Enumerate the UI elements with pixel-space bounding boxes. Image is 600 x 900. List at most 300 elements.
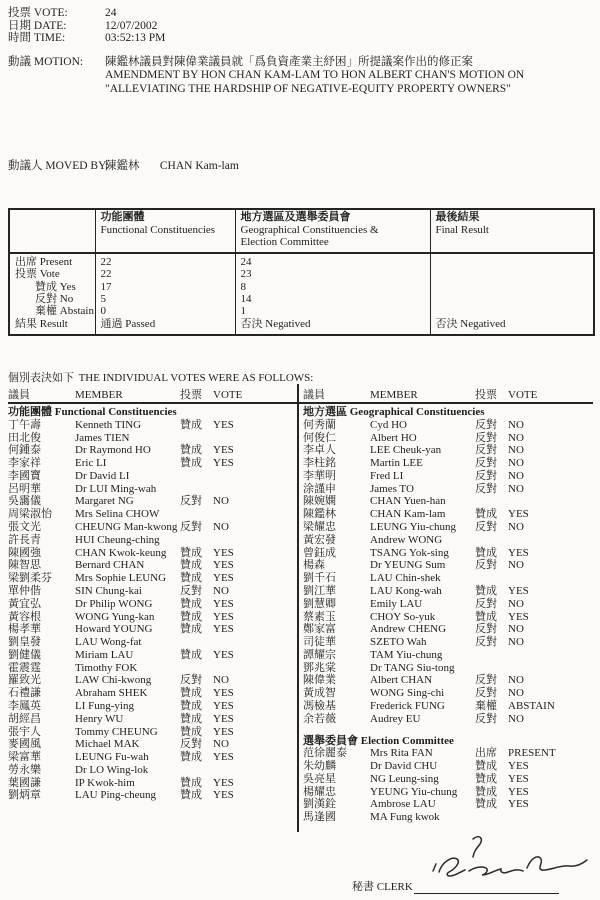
member-name-en: Margaret NG: [75, 495, 134, 508]
member-vote-cn: 贊成: [475, 772, 497, 785]
member-vote-en: YES: [508, 546, 529, 559]
member-row: [8, 636, 294, 649]
member-vote-cn: 贊成: [475, 760, 497, 773]
member-name-cn: 勞永樂: [8, 763, 41, 776]
member-row: [8, 764, 294, 777]
member-name-en: Frederick FUNG: [370, 699, 445, 712]
member-name-cn: 周梁淑怡: [8, 508, 52, 521]
column-divider: [297, 384, 299, 832]
member-vote-cn: 贊成: [180, 457, 202, 470]
member-row: [303, 432, 597, 445]
member-vote-cn: [475, 572, 508, 585]
summary-final-value: [430, 281, 594, 293]
member-name-cn: 劉炳章: [8, 789, 41, 802]
member-row: [303, 483, 597, 496]
member-vote-cn: 贊成: [180, 623, 202, 636]
moved-by-label: 動議人 MOVED BY:: [8, 160, 109, 172]
member-name-cn: 羅致光: [8, 674, 41, 687]
member-vote-cn: 贊成: [180, 648, 202, 661]
member-name-en: Howard YOUNG: [75, 623, 153, 636]
member-name-en: Ambrose LAU: [370, 798, 436, 811]
motion-label: 動議 MOTION:: [8, 56, 84, 68]
member-vote-cn: 贊成: [180, 418, 202, 431]
member-row: [303, 444, 597, 457]
member-name-cn: 呂明華: [8, 482, 41, 495]
member-name-en: Audrey EU: [370, 712, 421, 725]
member-vote-cn: 反對: [475, 712, 497, 725]
member-name-en: SIN Chung-kai: [75, 584, 142, 597]
member-vote-en: YES: [213, 559, 234, 572]
member-row: [8, 687, 294, 700]
member-name-en: TSANG Yok-sing: [370, 546, 449, 559]
member-name-en: Dr LUI Ming-wah: [75, 482, 157, 495]
member-name-cn: 陳鑑林: [303, 508, 336, 521]
member-vote-cn: 贊成: [180, 546, 202, 559]
summary-final-value: [430, 293, 594, 305]
member-vote-en: [213, 764, 294, 777]
member-name-cn: 劉千石: [303, 572, 336, 585]
summary-row-label: 反對 No: [35, 293, 74, 305]
member-name-en: LEUNG Fu-wah: [75, 751, 149, 764]
member-vote-cn: 反對: [475, 597, 497, 610]
member-vote-cn: 反對: [475, 636, 497, 649]
member-name-en: Mrs Sophie LEUNG: [75, 572, 167, 585]
member-vote-cn: 贊成: [180, 687, 202, 700]
individual-votes-title-cn: 個別表決如下: [8, 372, 74, 384]
clerk-signature: [425, 832, 593, 884]
member-name-en: Miriam LAU: [75, 648, 134, 661]
member-row: [303, 713, 597, 726]
member-name-cn: 楊耀忠: [303, 785, 336, 798]
member-vote-en: NO: [508, 469, 524, 482]
member-vote-cn: 贊成: [180, 712, 202, 725]
member-vote-en: YES: [213, 699, 234, 712]
summary-gc-value: 否決 Negatived: [235, 318, 430, 335]
member-name-en: LEUNG Yiu-chung: [370, 521, 457, 534]
member-vote-en: NO: [508, 636, 524, 649]
member-row: [8, 547, 294, 560]
member-name-cn: 張文光: [8, 521, 41, 534]
motion-text: [105, 56, 592, 96]
member-name-en: CHAN Yuen-han: [370, 495, 446, 508]
summary-row: [9, 281, 594, 293]
vote-number-row: [8, 7, 568, 20]
member-name-cn: 劉皇發: [8, 636, 41, 649]
member-vote-en: YES: [213, 776, 234, 789]
member-vote-cn: 贊成: [180, 699, 202, 712]
vote-header-en: VOTE: [508, 389, 538, 401]
member-name-cn: 何俊仁: [303, 431, 336, 444]
member-name-en: Martin LEE: [370, 457, 423, 470]
member-row: [303, 611, 597, 624]
member-name-cn: 張宇人: [8, 725, 41, 738]
member-name-en: Andrew CHENG: [370, 623, 447, 636]
member-name-cn: 李華明: [303, 469, 336, 482]
summary-row: [9, 305, 594, 317]
member-vote-cn: 贊成: [180, 776, 202, 789]
member-row: [8, 751, 294, 764]
member-row: [8, 432, 294, 445]
member-row: [8, 598, 294, 611]
member-row: [303, 547, 597, 560]
member-vote-en: YES: [213, 418, 234, 431]
member-vote-cn: 贊成: [180, 751, 202, 764]
member-vote-cn: 反對: [475, 444, 497, 457]
member-vote-cn: 贊成: [180, 597, 202, 610]
member-vote-en: NO: [508, 712, 524, 725]
member-header-en: MEMBER: [75, 389, 123, 401]
member-vote-cn: [180, 470, 213, 483]
member-row: [303, 649, 597, 662]
member-vote-cn: 贊成: [475, 610, 497, 623]
member-name-en: CHAN Kwok-keung: [75, 546, 167, 559]
member-name-en: Dr YEUNG Sum: [370, 559, 446, 572]
member-vote-en: [213, 432, 294, 445]
member-name-cn: 劉江華: [303, 584, 336, 597]
member-vote-cn: 贊成: [180, 789, 202, 802]
member-vote-cn: 贊成: [180, 559, 202, 572]
member-row: [303, 811, 597, 824]
member-vote-cn: 贊成: [180, 610, 202, 623]
member-name-cn: 馮檢基: [303, 699, 336, 712]
clerk-signature-row: [352, 878, 559, 894]
section-header: 選舉委員會 Election Committee: [303, 734, 454, 747]
member-vote-cn: 反對: [475, 431, 497, 444]
member-column-header-right: [303, 389, 597, 402]
member-vote-en: YES: [213, 648, 234, 661]
member-vote-en: [508, 572, 597, 585]
member-name-cn: 司徒華: [303, 636, 336, 649]
member-row: [8, 521, 294, 534]
member-row: [303, 534, 597, 547]
member-name-cn: 朱幼麟: [303, 760, 336, 773]
member-row: [303, 798, 597, 811]
member-row: [303, 674, 597, 687]
member-name-cn: 單仲偕: [8, 584, 41, 597]
member-name-cn: 麥國風: [8, 738, 41, 751]
member-name-en: YEUNG Yiu-chung: [370, 785, 458, 798]
member-header-cn: 議員: [303, 389, 325, 401]
member-vote-cn: 反對: [475, 457, 497, 470]
member-row: [8, 419, 294, 432]
summary-header-fc: 功能團體 Functional Constituencies: [95, 209, 235, 253]
summary-row-label: 棄權 Abstain: [35, 305, 94, 318]
member-row: [8, 483, 294, 496]
summary-header-blank: [9, 209, 95, 253]
member-vote-en: YES: [508, 508, 529, 521]
member-name-cn: 梁富華: [8, 751, 41, 764]
member-row: [303, 598, 597, 611]
member-name-en: Bernard CHAN: [75, 559, 145, 572]
member-name-cn: 陳智思: [8, 559, 41, 572]
member-name-cn: 劉漢銓: [303, 798, 336, 811]
member-vote-cn: [180, 534, 213, 547]
member-row: [303, 786, 597, 799]
member-name-en: Abraham SHEK: [75, 687, 148, 700]
member-name-cn: 何鍾泰: [8, 444, 41, 457]
member-vote-en: [213, 483, 294, 496]
member-name-cn: 涂謹申: [303, 482, 336, 495]
vote-header-cn: 投票: [475, 389, 497, 401]
member-row: [303, 521, 597, 534]
member-name-cn: 陳國強: [8, 546, 41, 559]
clerk-signature-line: [414, 881, 559, 894]
member-row: [8, 777, 294, 790]
member-name-en: LAU Ping-cheung: [75, 789, 156, 802]
summary-row: [9, 253, 594, 268]
member-row: [8, 726, 294, 739]
summary-row: [9, 318, 594, 335]
member-vote-cn: 贊成: [475, 546, 497, 559]
member-vote-en: NO: [508, 431, 524, 444]
member-name-cn: 李卓人: [303, 444, 336, 457]
member-row: [303, 760, 597, 773]
member-vote-en: NO: [213, 738, 229, 751]
member-vote-cn: [180, 432, 213, 445]
member-row: [303, 662, 597, 675]
member-row: [303, 773, 597, 786]
summary-row-label: 贊成 Yes: [35, 280, 76, 293]
member-vote-cn: 反對: [475, 674, 497, 687]
summary-final-value: [430, 305, 594, 317]
member-vote-en: YES: [508, 798, 529, 811]
member-name-en: Timothy FOK: [75, 661, 138, 674]
member-vote-en: YES: [508, 760, 529, 773]
member-name-en: James TIEN: [75, 431, 130, 444]
member-name-cn: 許長青: [8, 533, 41, 546]
member-vote-cn: 反對: [180, 584, 202, 597]
motion-block: [8, 56, 592, 96]
member-name-en: Dr David LI: [75, 469, 130, 482]
member-vote-en: [213, 662, 294, 675]
summary-header-gc: 地方選區及選舉委員會 Geographical Constituencies & Election Committee: [235, 209, 430, 253]
member-name-cn: 田北俊: [8, 431, 41, 444]
member-vote-en: YES: [508, 610, 529, 623]
member-vote-en: NO: [508, 418, 524, 431]
member-vote-en: NO: [508, 597, 524, 610]
member-vote-en: YES: [213, 597, 234, 610]
member-vote-en: NO: [508, 521, 524, 534]
member-name-cn: 梁耀忠: [303, 521, 336, 534]
vote-number-value: 24: [105, 7, 117, 19]
member-row: [303, 747, 597, 760]
member-vote-en: YES: [213, 687, 234, 700]
member-name-en: Albert CHAN: [370, 674, 433, 687]
member-vote-cn: 反對: [180, 738, 202, 751]
member-vote-en: NO: [213, 495, 229, 508]
member-name-cn: 黃成智: [303, 687, 336, 700]
member-vote-en: NO: [508, 457, 524, 470]
member-name-cn: 陳婉嫻: [303, 495, 336, 508]
member-name-en: CHOY So-yuk: [370, 610, 436, 623]
member-vote-en: YES: [213, 457, 234, 470]
member-row: [8, 713, 294, 726]
member-vote-en: YES: [213, 546, 234, 559]
summary-row: [9, 293, 594, 305]
member-name-en: LAU Chin-shek: [370, 572, 441, 585]
member-name-cn: 李鳳英: [8, 699, 41, 712]
summary-final-value: [430, 268, 594, 280]
member-row: [8, 572, 294, 585]
member-name-cn: 馬逢國: [303, 811, 336, 824]
member-name-cn: 楊森: [303, 559, 325, 572]
member-name-cn: 黃容根: [8, 610, 41, 623]
member-name-en: Henry WU: [75, 712, 124, 725]
member-name-en: Mrs Rita FAN: [370, 747, 433, 760]
date-row: [8, 20, 568, 33]
member-vote-cn: [180, 483, 213, 496]
summary-row: [9, 268, 594, 280]
member-row: [8, 444, 294, 457]
member-name-en: LAU Wong-fat: [75, 636, 142, 649]
member-vote-en: [213, 636, 294, 649]
member-vote-en: [508, 649, 597, 662]
member-name-cn: 黃宏發: [303, 533, 336, 546]
member-row: [8, 623, 294, 636]
member-name-cn: 范徐麗泰: [303, 747, 347, 760]
member-vote-cn: [180, 662, 213, 675]
member-vote-cn: 反對: [475, 623, 497, 636]
member-row: [303, 687, 597, 700]
section-header: 功能團體 Functional Constituencies: [8, 406, 177, 418]
member-row: [303, 636, 597, 649]
member-name-en: MA Fung kwok: [370, 811, 440, 824]
member-name-cn: 陳偉業: [303, 674, 336, 687]
member-vote-en: [508, 811, 597, 824]
summary-fc-value: 通過 Passed: [95, 318, 235, 335]
member-vote-en: NO: [508, 687, 524, 700]
member-name-en: CHAN Kam-lam: [370, 508, 446, 521]
member-vote-en: [508, 495, 597, 508]
mover-name-en: CHAN Kam-lam: [159, 160, 239, 172]
member-row: [303, 700, 597, 713]
vote-header-en: VOTE: [213, 389, 243, 401]
member-vote-cn: 反對: [475, 469, 497, 482]
member-name-cn: 吳亮星: [303, 772, 336, 785]
member-name-en: NG Leung-sing: [370, 772, 439, 785]
member-row: [8, 585, 294, 598]
member-row: [303, 495, 597, 508]
member-vote-cn: 反對: [180, 674, 202, 687]
member-name-en: SZETO Wah: [370, 636, 427, 649]
member-name-cn: 蔡素玉: [303, 610, 336, 623]
member-vote-en: NO: [213, 584, 229, 597]
member-name-en: Dr Philip WONG: [75, 597, 153, 610]
member-vote-cn: 反對: [475, 482, 497, 495]
member-name-cn: 霍震霆: [8, 661, 41, 674]
member-row: [8, 470, 294, 483]
member-row: [303, 559, 597, 572]
member-row: [8, 649, 294, 662]
member-name-cn: 劉健儀: [8, 648, 41, 661]
member-vote-en: PRESENT: [508, 747, 556, 760]
member-name-en: Dr David CHU: [370, 760, 438, 773]
section-header: 地方選區 Geographical Constituencies: [303, 406, 485, 418]
member-vote-en: YES: [213, 725, 234, 738]
member-vote-cn: [475, 649, 508, 662]
member-vote-cn: 棄權: [475, 699, 497, 712]
member-vote-cn: 反對: [475, 521, 497, 534]
member-vote-en: YES: [213, 623, 234, 636]
member-column-header-left: [8, 389, 294, 402]
member-name-en: Eric LI: [75, 457, 107, 470]
header-rule: [8, 402, 593, 404]
member-vote-en: YES: [213, 789, 234, 802]
member-vote-en: NO: [508, 482, 524, 495]
member-row: [8, 495, 294, 508]
member-row: [8, 508, 294, 521]
summary-row-label: 出席 Present: [15, 255, 73, 268]
member-row: [303, 419, 597, 432]
member-name-en: Mrs Selina CHOW: [75, 508, 160, 521]
member-vote-en: YES: [213, 572, 234, 585]
date-value: 12/07/2002: [105, 19, 158, 32]
summary-gc-value: 8: [235, 281, 430, 293]
clerk-label: 秘書 CLERK: [352, 881, 413, 893]
member-name-cn: 曾鈺成: [303, 546, 336, 559]
summary-final-value: 否決 Negatived: [430, 318, 594, 335]
member-vote-en: YES: [213, 610, 234, 623]
member-row: [303, 623, 597, 636]
summary-table: [8, 208, 595, 336]
member-row: [303, 585, 597, 598]
document-header: [8, 7, 568, 45]
votes-column-right: [303, 406, 597, 824]
vote-header-cn: 投票: [180, 389, 202, 401]
summary-final-value: [430, 253, 594, 268]
time-value: 03:52:13 PM: [105, 32, 166, 45]
member-vote-cn: 反對: [475, 687, 497, 700]
summary-fc-value: 22: [95, 268, 235, 280]
member-name-cn: 鄧兆棠: [303, 661, 336, 674]
individual-votes-title-en: THE INDIVIDUAL VOTES WERE AS FOLLOWS:: [78, 372, 314, 384]
vote-number-label: 投票 VOTE:: [8, 7, 68, 19]
member-vote-en: YES: [508, 772, 529, 785]
time-label: 時間 TIME:: [8, 32, 66, 45]
motion-line-cn: 陳鑑林議員對陳偉業議員就「爲負資產業主紓困」所提議案作出的修正案: [105, 56, 473, 68]
summary-fc-value: 5: [95, 293, 235, 305]
summary-gc-value: 24: [235, 253, 430, 268]
votes-column-left: [8, 406, 294, 802]
member-name-cn: 李家祥: [8, 457, 41, 470]
member-name-en: LAW Chi-kwong: [75, 674, 152, 687]
member-vote-en: [508, 662, 597, 675]
member-row: [8, 674, 294, 687]
member-name-en: Dr TANG Siu-tong: [370, 661, 455, 674]
summary-row-label: 結果 Result: [15, 317, 68, 330]
member-name-cn: 何秀蘭: [303, 418, 336, 431]
member-name-cn: 劉慧卿: [303, 597, 336, 610]
member-vote-en: [213, 534, 294, 547]
member-vote-en: [213, 470, 294, 483]
member-vote-cn: 出席: [475, 747, 497, 760]
member-name-cn: 丁午壽: [8, 418, 41, 431]
summary-header-row: [9, 209, 594, 253]
summary-row-label: 投票 Vote: [15, 268, 60, 281]
member-vote-cn: 贊成: [180, 444, 202, 457]
member-header-en: MEMBER: [370, 389, 418, 401]
motion-line-en2: "ALLEVIATING THE HARDSHIP OF NEGATIVE-EQUITY PROPERTY OWNERS": [105, 82, 511, 95]
individual-votes-title: [8, 369, 313, 385]
member-name-en: LAU Kong-wah: [370, 584, 442, 597]
member-row: [8, 611, 294, 624]
member-name-en: Emily LAU: [370, 597, 423, 610]
member-vote-cn: [475, 662, 508, 675]
member-name-cn: 石禮謙: [8, 687, 41, 700]
member-vote-en: NO: [508, 559, 524, 572]
member-name-en: TAM Yiu-chung: [370, 648, 443, 661]
member-row: [8, 789, 294, 802]
